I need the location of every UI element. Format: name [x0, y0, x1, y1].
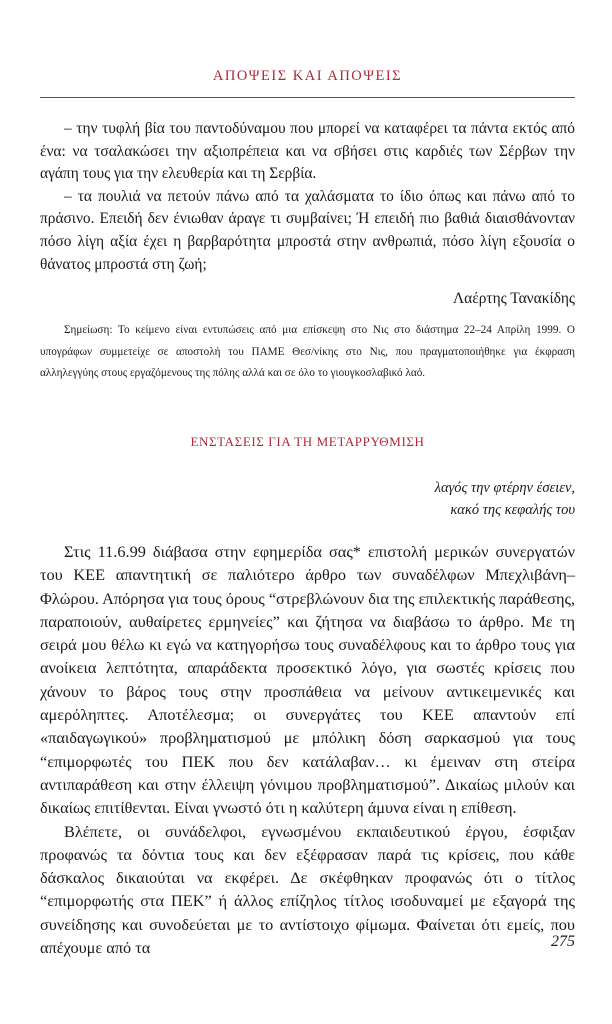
paragraph: – τα πουλιά να πετούν πάνω από τα χαλάσματα το ίδιο όπως και πάνω από το πράσινο. Επειδή δεν ένιωθαν άραγε τι συμβαίνει; Ή επειδή πιο βαθιά διαισθάνονταν πόσο λίγη αξία έχει η βαρβαρότητα μπροστά στην ανθρωπιά, πόσο λίγη εξουσία ο θάνατος μπροστά στη ζωή;: [40, 187, 575, 273]
epigraph: [40, 478, 575, 521]
author-signature: Λαέρτης Τανακίδης: [453, 290, 575, 307]
section2-body: [40, 540, 575, 959]
page-number: 275: [551, 933, 575, 950]
paragraph: – την τυφλή βία του παντοδύναμου που μπορεί να καταφέρει τα πάντα εκτός από ένα: να τσαλακώσει την αξιοπρέπεια και να σβήσει στις καρδιές των Σέρβων την αγάπη τους για την ελευθερία και τη Σερβία.: [40, 120, 575, 183]
paragraph: Στις 11.6.99 διάβασα στην εφημερίδα σας* επιστολή μερικών συνεργατών του ΚΕΕ απαντητική σε παλιότερο άρθρο των συναδέλφων Μπεχλιβάνη–Φλώρου. Απόρησα για τους όρους “στρεβλώνουν δια της επιλεκτικής παράθεσης, παραποιούν, αυθαίρετες ερμηνείες” και ζήτησα να διαβάσω το άρθρο. Με τη σειρά μου θέλω κι εγώ να κατηγορήσω τους συναδέλφους και το άρθρο τους για ανοίκεια λεπτότητα, απαράδεκτα προσεκτικό λόγο, για σωστές κρίσεις που χάνουν το βάρος τους στην προσπάθεια να μείνουν αντικειμενικές και αμερόληπτες. Αποτέλεσμα; οι συνεργάτες του ΚΕΕ απαντούν επί «παιδαγωγικού» προβληματισμού με μπόλικη δόση σαρκασμού για τους “επιμορφωτές του ΠΕΚ που δεν κατάλαβαν… κι έμειναν στη στείρα αντιπαράθεση και στην έλλειψη γόνιμου προβληματισμού”. Δικαίως μιλούν και δικαίως επιτίθενται. Είναι γνωστό ότι η καλύτερη άμυνα είναι η επίθεση.: [40, 542, 575, 818]
epigraph-line: κακό της κεφαλής του: [450, 501, 575, 518]
section-title: ΕΝΣΤΑΣΕΙΣ ΓΙΑ ΤΗ ΜΕΤΑΡΡΥΘΜΙΣΗ: [190, 434, 425, 449]
footnote: Σημείωση: Το κείμενο είναι εντυπώσεις από μια επίσκεψη στο Νις στο διάστημα 22–24 Απρίλη 1999. Ο υπογράφων συμμετείχε σε αποστολή του ΠΑΜΕ Θεσ/νίκης στο Νις, που πραγματοποιήθηκε για έκφραση αλληλεγγύης στους εργαζόμενους της πόλης αλλά και σε όλο το γιουγκοσλαβικό λαό.: [40, 324, 575, 379]
book-page: [40, 0, 575, 1024]
running-head: ΑΠΟΨΕΙΣ ΚΑΙ ΑΠΟΨΕΙΣ: [212, 68, 403, 84]
section1-body: [40, 118, 575, 276]
header-rule: [40, 97, 575, 98]
paragraph: Βλέπετε, οι συνάδελφοι, εγνωσμένου εκπαιδευτικού έργου, έσφιξαν προφανώς τα δόντια τους και δεν εξέφρασαν παρά τις κρίσεις, που κάθε δάσκαλος δικαιούται να εκφέρει. Δε σκέφθηκαν προφανώς ότι ο τίτλος “επιμορφωτής στα ΠΕΚ” ή άλλος επίζηλος τίτλος ισοδυναμεί με εξαγορά της συνείδησης και συνοδεύεται με το αντίστοιχο φίμωμα. Φαίνεται ότι εμείς, που απέχουμε από τα: [40, 821, 575, 958]
epigraph-line: λαγός την φτέρην έσειεν,: [434, 480, 575, 496]
